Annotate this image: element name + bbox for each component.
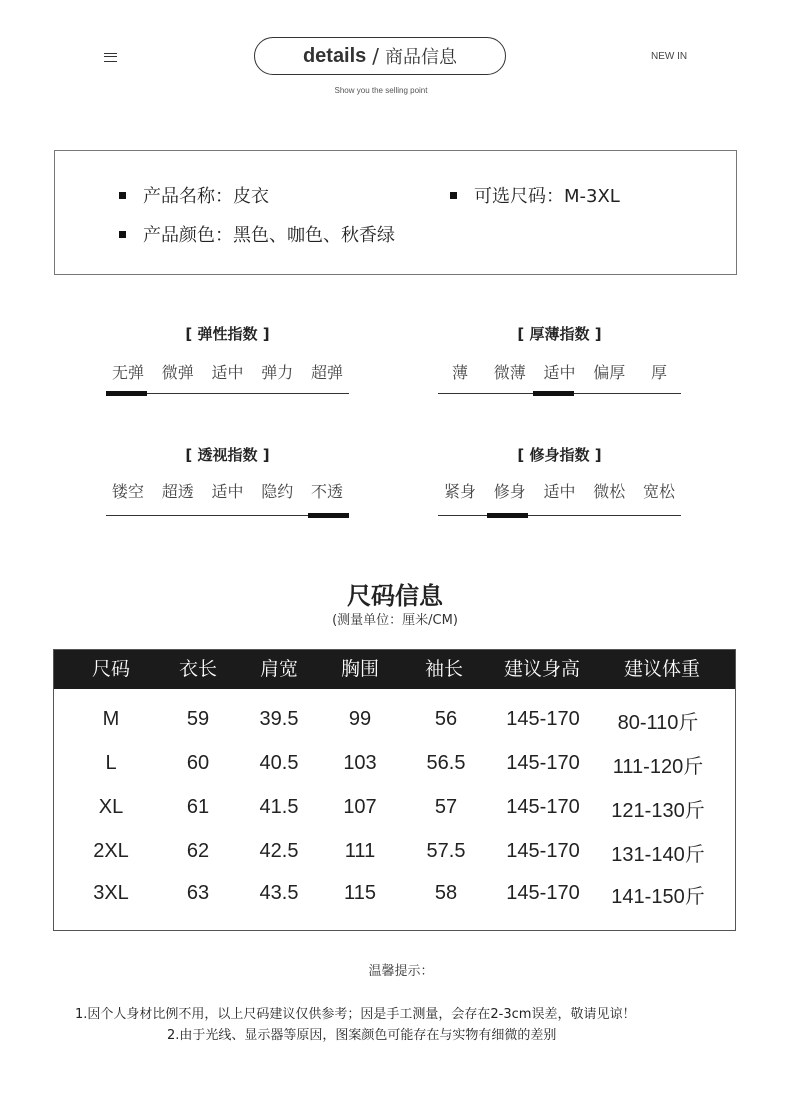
product-name-text: 产品名称：皮衣 (143, 186, 269, 207)
thickness-option: 偏厚 (593, 363, 626, 382)
header-cell: 肩宽 (259, 658, 299, 680)
elasticity-option: 微弹 (161, 363, 194, 382)
table-cell: 63 (186, 882, 210, 904)
table-cell: 131-140斤 (611, 844, 705, 866)
elasticity-option: 弹力 (261, 363, 294, 382)
fit-option: 适中 (543, 482, 576, 501)
transparency-option: 镂空 (111, 482, 144, 501)
thickness-option: 适中 (543, 363, 576, 382)
table-cell: XL (98, 796, 124, 818)
header-cell: 建议身高 (503, 658, 581, 680)
thickness-options (438, 360, 681, 383)
thickness-option: 微薄 (493, 363, 526, 382)
subtitle: Show you the selling point (334, 86, 428, 95)
table-cell: 107 (343, 796, 377, 818)
elasticity-option: 无弹 (111, 363, 144, 382)
table-cell: 115 (344, 882, 376, 904)
header-cell: 建议体重 (623, 658, 701, 680)
table-cell: 103 (343, 752, 377, 774)
header-cell: 尺码 (91, 658, 131, 680)
table-cell: 145-170 (506, 840, 580, 862)
table-cell: 43.5 (259, 882, 299, 904)
bullet-icon (119, 192, 126, 199)
product-sizes-text: 可选尺码：M-3XL (474, 186, 620, 207)
table-cell: 145-170 (506, 882, 580, 904)
header-cell: 胸围 (340, 658, 380, 680)
fit-indicator (487, 513, 528, 518)
table-cell: 99 (348, 708, 372, 730)
elasticity-option: 适中 (211, 363, 244, 382)
thickness-option: 薄 (451, 363, 468, 382)
product-colors (119, 221, 395, 247)
menu-icon (104, 53, 117, 62)
bullet-icon (450, 192, 457, 199)
fit-option: 紧身 (443, 482, 476, 501)
table-cell: 57.5 (426, 840, 466, 862)
transparency-option: 超透 (161, 482, 194, 501)
table-cell: 60 (186, 752, 210, 774)
size-table-header (54, 650, 735, 689)
table-cell: 58 (434, 882, 458, 904)
thickness-title: [ 厚薄指数 ] (517, 325, 602, 343)
table-cell: 145-170 (506, 708, 580, 730)
product-colors-text: 产品颜色：黑色、咖色、秋香绿 (143, 225, 395, 246)
table-cell: 59 (186, 708, 210, 730)
size-info-title: 尺码信息 (347, 582, 443, 610)
table-cell: 62 (186, 840, 210, 862)
transparency-title: [ 透视指数 ] (185, 446, 270, 464)
transparency-option: 不透 (310, 482, 343, 501)
table-cell: 3XL (93, 882, 129, 904)
thickness-option: 厚 (650, 363, 667, 382)
header-cell: 衣长 (178, 658, 218, 680)
title-cn: 商品信息 (385, 47, 458, 68)
size-info-unit: (测量单位：厘米/CM) (332, 613, 458, 628)
transparency-option: 适中 (211, 482, 244, 501)
transparency-option: 隐约 (261, 482, 294, 501)
fit-option: 宽松 (642, 482, 675, 501)
table-cell: L (105, 752, 117, 774)
fit-option: 微松 (593, 482, 626, 501)
elasticity-options (106, 360, 349, 383)
new-in-label: NEW IN (651, 51, 688, 62)
table-cell: 141-150斤 (611, 886, 705, 908)
fit-options (438, 479, 681, 502)
table-cell: 42.5 (259, 840, 299, 862)
table-cell: 39.5 (259, 708, 299, 730)
table-cell: 145-170 (506, 796, 580, 818)
elasticity-indicator (106, 391, 147, 396)
tip-line-1: 1.因个人身材比例不用，以上尺码建议仅供参考；因是手工测量，会存在2-3cm误差，敬请见谅！ (75, 1007, 636, 1022)
elasticity-title: [ 弹性指数 ] (185, 325, 270, 343)
fit-option: 修身 (493, 482, 526, 501)
tips-title: 温馨提示： (368, 964, 434, 979)
transparency-options (106, 479, 349, 502)
fit-title: [ 修身指数 ] (517, 446, 602, 464)
table-cell: 56.5 (426, 752, 466, 774)
section-title-pill (254, 37, 506, 75)
table-cell: 56 (434, 708, 458, 730)
product-info-box (54, 150, 737, 275)
thickness-indicator (533, 391, 574, 396)
table-cell: 41.5 (259, 796, 299, 818)
size-table (53, 649, 736, 931)
table-cell: 40.5 (259, 752, 299, 774)
product-sizes (450, 182, 620, 208)
table-cell: 145-170 (506, 752, 580, 774)
transparency-indicator (308, 513, 349, 518)
elasticity-option: 超弹 (310, 363, 343, 382)
table-cell: 57 (434, 796, 458, 818)
table-cell: M (102, 708, 120, 730)
table-cell: 80-110斤 (617, 712, 699, 734)
bullet-icon (119, 231, 126, 238)
table-cell: 2XL (93, 840, 129, 862)
title-en: details (302, 44, 367, 67)
product-name (119, 182, 269, 208)
table-cell: 121-130斤 (611, 800, 705, 822)
table-cell: 111-120斤 (612, 756, 704, 778)
header-cell: 袖长 (424, 658, 464, 680)
title-separator: / (372, 44, 380, 68)
fit-scale-line (438, 515, 681, 516)
table-cell: 61 (186, 796, 210, 818)
table-cell: 111 (344, 840, 376, 862)
tip-line-2: 2.由于光线、显示器等原因，图案颜色可能存在与实物有细微的差别 (167, 1028, 557, 1043)
